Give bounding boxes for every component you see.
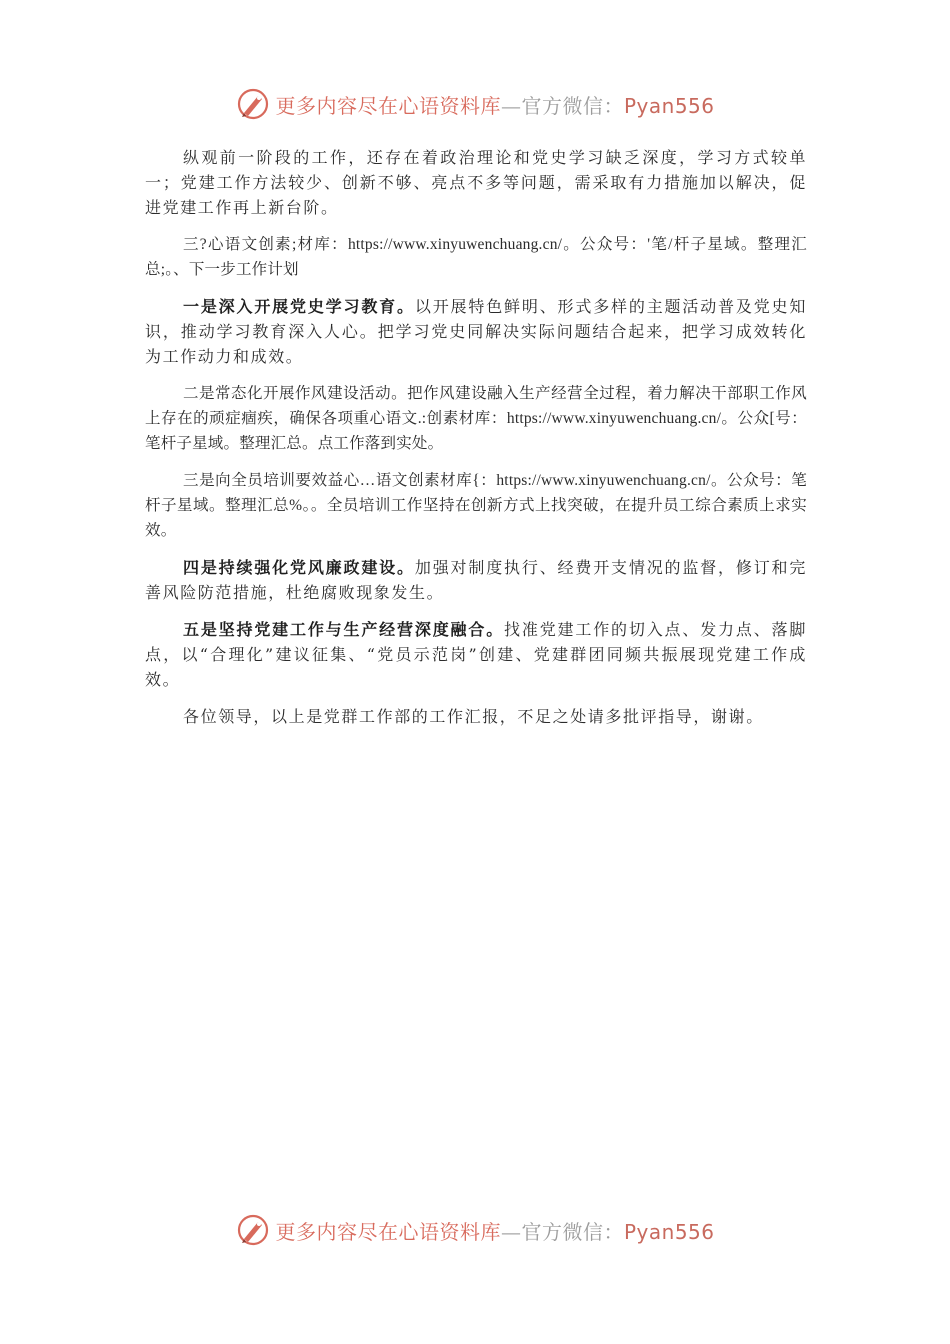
paragraph-text: 找准党建工作的切入点、发力点、落脚点，以“合理化”建议征集、“党员示范岗”创建、党建群团同频共振展现党建工作成效。	[145, 620, 807, 689]
pen-nib-logo-icon	[235, 1212, 271, 1248]
paragraph-text: 二是常态化开展作风建设活动。把作风建设融入生产经营全过程，着力解决干部职工作风上存在的顽症痼疾，确保各项重心语文.:创素材库：https://www.xinyuwenchuang.cn/。公众[号：笔杆子星域。整理汇总。点工作落到实处。	[145, 385, 807, 452]
footer-separator: —	[500, 1219, 522, 1244]
paragraph-5	[145, 468, 807, 543]
paragraph-lead: 一是深入开展党史学习教育。	[183, 297, 415, 316]
paragraph-7	[145, 617, 807, 692]
footer-banner	[0, 1212, 950, 1248]
paragraph-text: 三是向全员培训要效益心…语文创素材库{：https://www.xinyuwenchuang.cn/。公众号：笔杆子星域。整理汇总%。。全员培训工作坚持在创新方式上找突破，在提升员工综合素质上求实效。	[145, 472, 807, 539]
paragraph-8	[145, 704, 807, 729]
header-title: 更多内容尽在心语资料库	[275, 93, 501, 118]
paragraph-4	[145, 381, 807, 456]
footer-title: 更多内容尽在心语资料库	[275, 1219, 501, 1244]
header-banner	[0, 86, 950, 122]
paragraph-text: 纵观前一阶段的工作，还存在着政治理论和党史学习缺乏深度，学习方式较单一；党建工作方法较少、创新不够、亮点不多等问题，需采取有力措施加以解决，促进党建工作再上新台阶。	[145, 148, 807, 217]
footer-banner-text	[275, 1216, 714, 1245]
paragraph-text: 三?心语文创素;材库：https://www.xinyuwenchuang.cn/。公众号：'笔/杆子星域。整理汇总;。、下一步工作计划	[145, 236, 807, 278]
header-banner-text	[275, 90, 714, 119]
paragraph-text: 加强对制度执行、经费开支情况的监督，修订和完善风险防范措施，杜绝腐败现象发生。	[145, 558, 807, 602]
header-wechat-id: Pyan556	[623, 93, 715, 118]
paragraph-text: 各位领导，以上是党群工作部的工作汇报，不足之处请多批评指导，谢谢。	[183, 707, 764, 726]
header-separator: —	[500, 93, 522, 118]
paragraph-2	[145, 232, 807, 282]
pen-nib-logo-icon	[235, 86, 271, 122]
paragraph-lead: 五是坚持党建工作与生产经营深度融合。	[183, 620, 505, 639]
paragraph-6	[145, 555, 807, 605]
document-body	[145, 145, 807, 741]
paragraph-text: 以开展特色鲜明、形式多样的主题活动普及党史知识，推动学习教育深入人心。把学习党史同解决实际问题结合起来，把学习成效转化为工作动力和成效。	[145, 297, 807, 366]
paragraph-1	[145, 145, 807, 220]
paragraph-3	[145, 294, 807, 369]
footer-wechat-id: Pyan556	[623, 1219, 715, 1244]
paragraph-lead: 四是持续强化党风廉政建设。	[183, 558, 415, 577]
header-wechat-label: 官方微信：	[521, 93, 624, 118]
footer-wechat-label: 官方微信：	[521, 1219, 624, 1244]
